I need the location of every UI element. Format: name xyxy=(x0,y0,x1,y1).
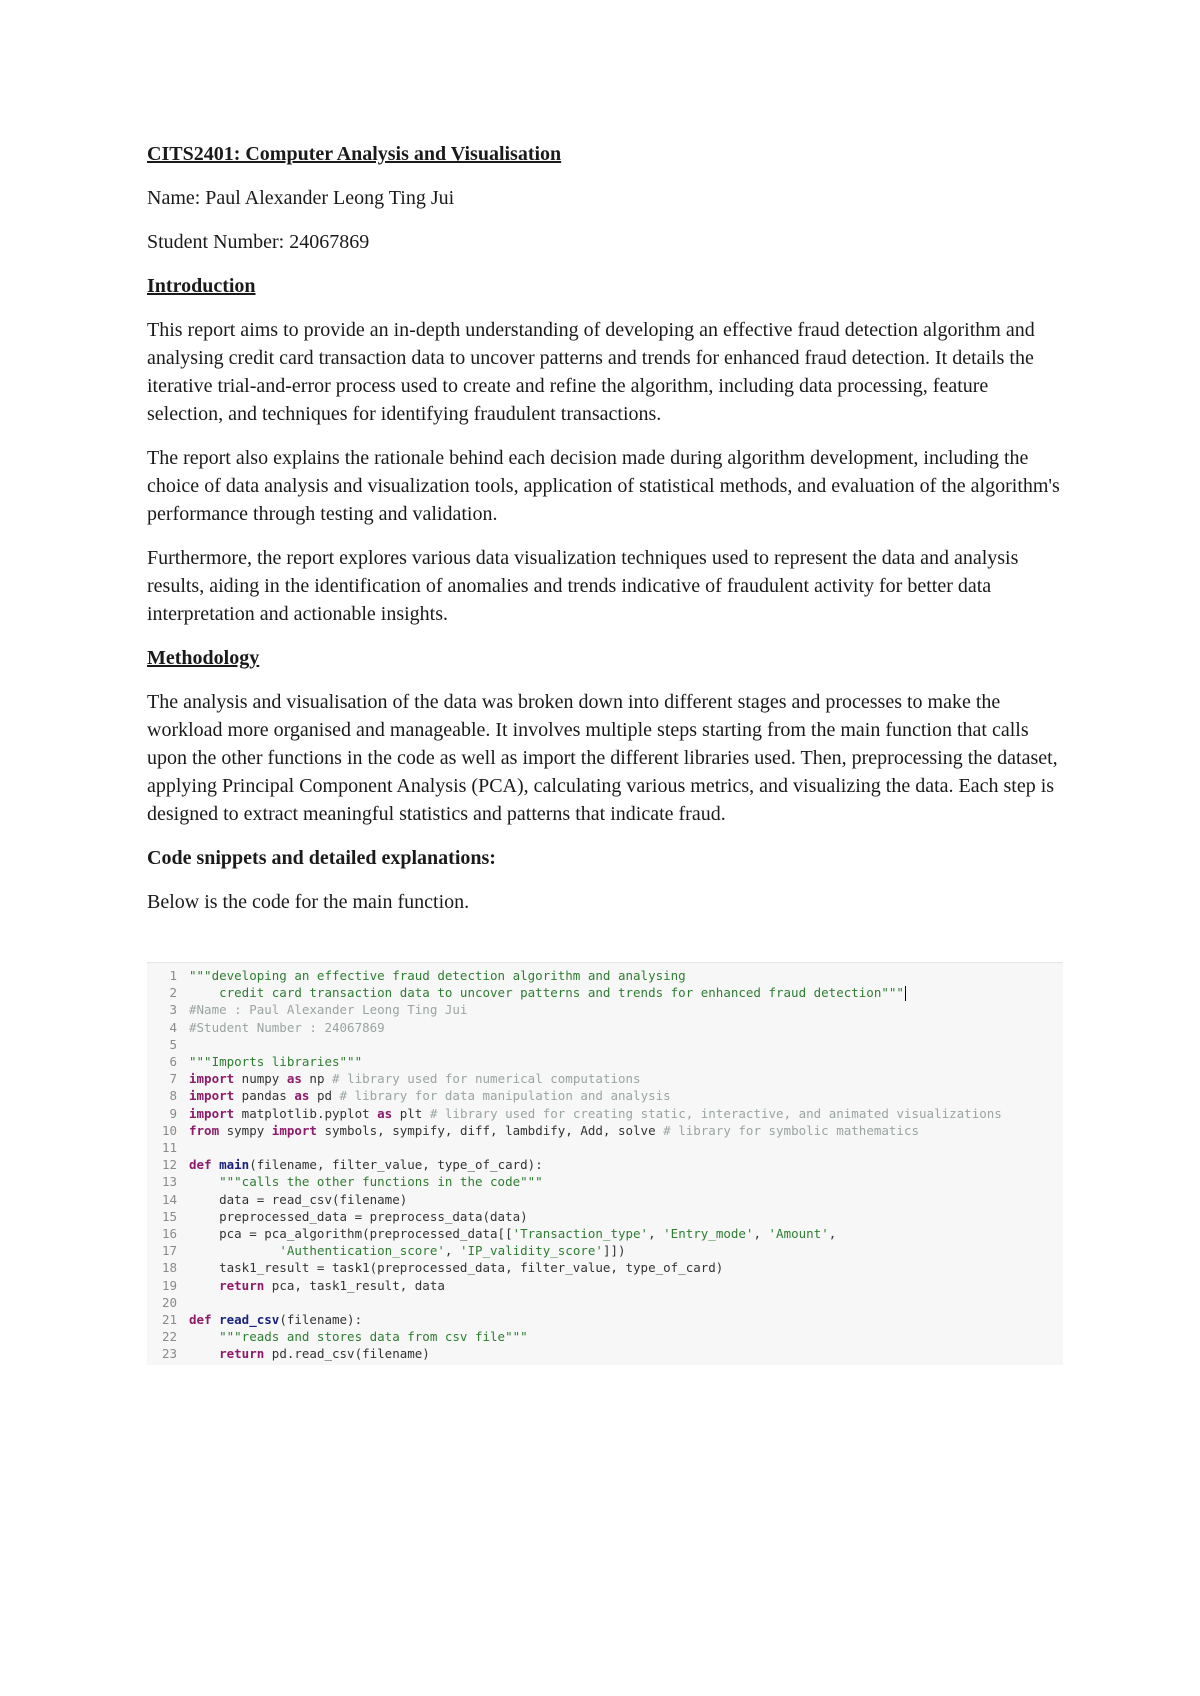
line-number: 23 xyxy=(161,1346,177,1362)
code-token: 'IP_validity_score' xyxy=(459,1243,603,1259)
code-token: , xyxy=(753,1226,769,1241)
line-number: 3 xyxy=(169,1002,177,1018)
line-number: 20 xyxy=(161,1294,177,1310)
introduction-paragraph: This report aims to provide an in-depth understanding of developing an effective fraud detection algorithm and analysing credit card transaction data to uncover patterns and trends for enhanced fraud detection. It details the iterative trial-and-error process used to create and refine the algorithm, including data processing, feature selection, and techniques for identifying fraudulent transactions. xyxy=(147,319,1035,425)
code-token: import xyxy=(189,1105,235,1121)
code-token: plt xyxy=(392,1105,430,1121)
code-token: """Imports libraries""" xyxy=(189,1054,363,1069)
code-token xyxy=(212,1312,220,1327)
snippet-intro: Below is the code for the main function. xyxy=(147,891,470,913)
line-number: 15 xyxy=(161,1208,177,1224)
code-token: """developing an effective fraud detection algorithm and analysing xyxy=(189,968,686,983)
code-token: , xyxy=(648,1226,664,1241)
line-number: 7 xyxy=(169,1071,177,1087)
code-token: main xyxy=(219,1157,250,1173)
code-line xyxy=(147,1191,407,1208)
code-line xyxy=(147,1019,385,1036)
code-token: return xyxy=(219,1346,265,1362)
code-line xyxy=(147,1259,723,1276)
code-token: credit card transaction data to uncover patterns and trends for enhanced fraud detection""" xyxy=(189,985,904,1001)
code-line xyxy=(147,1070,641,1087)
student-number: Student Number: 24067869 xyxy=(147,231,370,253)
line-number: 6 xyxy=(169,1054,177,1069)
code-token: (filename, filter_value, type_of_card): xyxy=(249,1157,543,1173)
line-number: 19 xyxy=(161,1277,177,1293)
code-line xyxy=(147,1242,626,1259)
code-line xyxy=(147,984,906,1001)
code-line xyxy=(147,1208,528,1225)
code-line xyxy=(147,1036,189,1053)
snippets-heading: Code snippets and detailed explanations: xyxy=(147,847,496,869)
code-line xyxy=(147,1225,836,1242)
line-number: 17 xyxy=(161,1243,177,1259)
code-token: as xyxy=(377,1105,393,1121)
methodology-heading: Methodology xyxy=(147,647,260,669)
code-token xyxy=(212,1157,220,1172)
code-line xyxy=(147,1156,543,1173)
code-token: return xyxy=(219,1277,265,1293)
code-token: 'Amount' xyxy=(768,1226,829,1241)
code-line xyxy=(147,1105,1002,1122)
line-number: 14 xyxy=(161,1191,177,1207)
code-token: 'Authentication_score' xyxy=(279,1243,445,1259)
line-number: 12 xyxy=(161,1157,177,1173)
code-token: read_csv xyxy=(219,1312,280,1327)
introduction-paragraph: The report also explains the rationale behind each decision made during algorithm development, including the choice of data analysis and visualization tools, application of statistical methods, and evaluation of the algorithm's performance through testing and validation. xyxy=(147,447,1060,525)
code-line xyxy=(147,1277,445,1294)
line-number: 10 xyxy=(161,1122,177,1138)
code-token: as xyxy=(286,1071,302,1087)
code-token: # library used for creating static, interactive, and animated visualizations xyxy=(429,1105,1002,1121)
code-line xyxy=(147,1294,189,1311)
line-number: 22 xyxy=(161,1329,177,1345)
line-number: 18 xyxy=(161,1260,177,1276)
code-line xyxy=(147,1345,430,1362)
code-token: 'Transaction_type' xyxy=(512,1226,649,1241)
code-token: """calls the other functions in the code""" xyxy=(189,1174,543,1190)
code-token: as xyxy=(294,1088,310,1104)
code-token: , xyxy=(444,1243,460,1259)
line-number: 2 xyxy=(169,985,177,1001)
code-token: data = read_csv(filename) xyxy=(189,1191,408,1207)
introduction-heading: Introduction xyxy=(147,275,256,297)
code-token: import xyxy=(189,1071,235,1087)
methodology-paragraph: The analysis and visualisation of the data was broken down into different stages and processes to make the workload more organised and manageable. It involves multiple steps starting from the main function that calls upon the other functions in the code as well as import the different libraries used. Then, preprocessing the dataset, applying Principal Component Analysis (PCA), calculating various metrics, and visualizing the data. Each step is designed to extract meaningful statistics and patterns that indicate fraud. xyxy=(147,691,1058,825)
code-token: pd xyxy=(309,1088,340,1104)
code-token: pd.read_csv(filename) xyxy=(264,1346,430,1362)
code-line xyxy=(147,1053,362,1070)
code-token: task1_result = task1(preprocessed_data, filter_value, type_of_card) xyxy=(189,1260,724,1276)
line-number: 1 xyxy=(169,968,177,983)
code-token: #Name : Paul Alexander Leong Ting Jui xyxy=(189,1002,468,1018)
code-token: pandas xyxy=(234,1088,295,1104)
line-number: 13 xyxy=(161,1174,177,1190)
code-token: #Student Number : 24067869 xyxy=(189,1019,385,1035)
code-token xyxy=(189,1278,219,1293)
line-number: 5 xyxy=(169,1036,177,1052)
code-token: pca, task1_result, data xyxy=(264,1277,445,1293)
code-token: 'Entry_mode' xyxy=(663,1226,754,1241)
code-token: def xyxy=(189,1157,212,1173)
code-line xyxy=(147,1122,919,1139)
code-token: # library for data manipulation and analysis xyxy=(339,1088,671,1104)
code-line xyxy=(147,1173,543,1190)
code-token: def xyxy=(189,1312,212,1327)
code-token: import xyxy=(271,1122,317,1138)
code-token xyxy=(189,1346,219,1361)
code-token: ]]) xyxy=(602,1243,626,1259)
code-token: """reads and stores data from csv file""" xyxy=(189,1329,528,1345)
code-token: # library for symbolic mathematics xyxy=(663,1122,920,1138)
introduction-paragraph: Furthermore, the report explores various data visualization techniques used to represent the data and analysis results, aiding in the identification of anomalies and trends indicative of fraudulent activity for better data interpretation and actionable insights. xyxy=(147,547,1019,625)
code-line xyxy=(147,967,686,984)
code-line xyxy=(147,1139,189,1156)
code-snippet-image xyxy=(147,962,1063,1365)
line-number: 4 xyxy=(169,1019,177,1035)
line-number: 11 xyxy=(161,1140,177,1155)
line-number: 8 xyxy=(169,1088,177,1104)
code-line xyxy=(147,1328,528,1345)
code-token: # library used for numerical computations xyxy=(332,1071,641,1087)
code-line xyxy=(147,1087,671,1104)
code-token: symbols, sympify, diff, lambdify, Add, solve xyxy=(316,1122,664,1138)
line-number: 21 xyxy=(161,1312,177,1327)
line-number: 16 xyxy=(161,1226,177,1241)
text-cursor xyxy=(905,986,906,1001)
line-number: 9 xyxy=(169,1105,177,1121)
document-body xyxy=(147,140,1063,932)
code-token: import xyxy=(189,1088,235,1104)
code-token: (filename): xyxy=(279,1312,363,1327)
code-token: np xyxy=(301,1071,333,1087)
code-line xyxy=(147,1001,467,1018)
code-token xyxy=(189,1243,279,1258)
code-token: from xyxy=(189,1122,220,1138)
code-token: preprocessed_data = preprocess_data(data) xyxy=(189,1208,528,1224)
code-token: matplotlib.pyplot xyxy=(234,1105,378,1121)
code-token: , xyxy=(828,1226,837,1241)
document-title: CITS2401: Computer Analysis and Visualisation xyxy=(147,143,562,165)
code-token: sympy xyxy=(219,1122,272,1138)
code-token: numpy xyxy=(234,1071,287,1087)
code-token: pca = pca_algorithm(preprocessed_data[[ xyxy=(189,1226,513,1241)
student-name: Name: Paul Alexander Leong Ting Jui xyxy=(147,187,455,209)
code-line xyxy=(147,1311,362,1328)
